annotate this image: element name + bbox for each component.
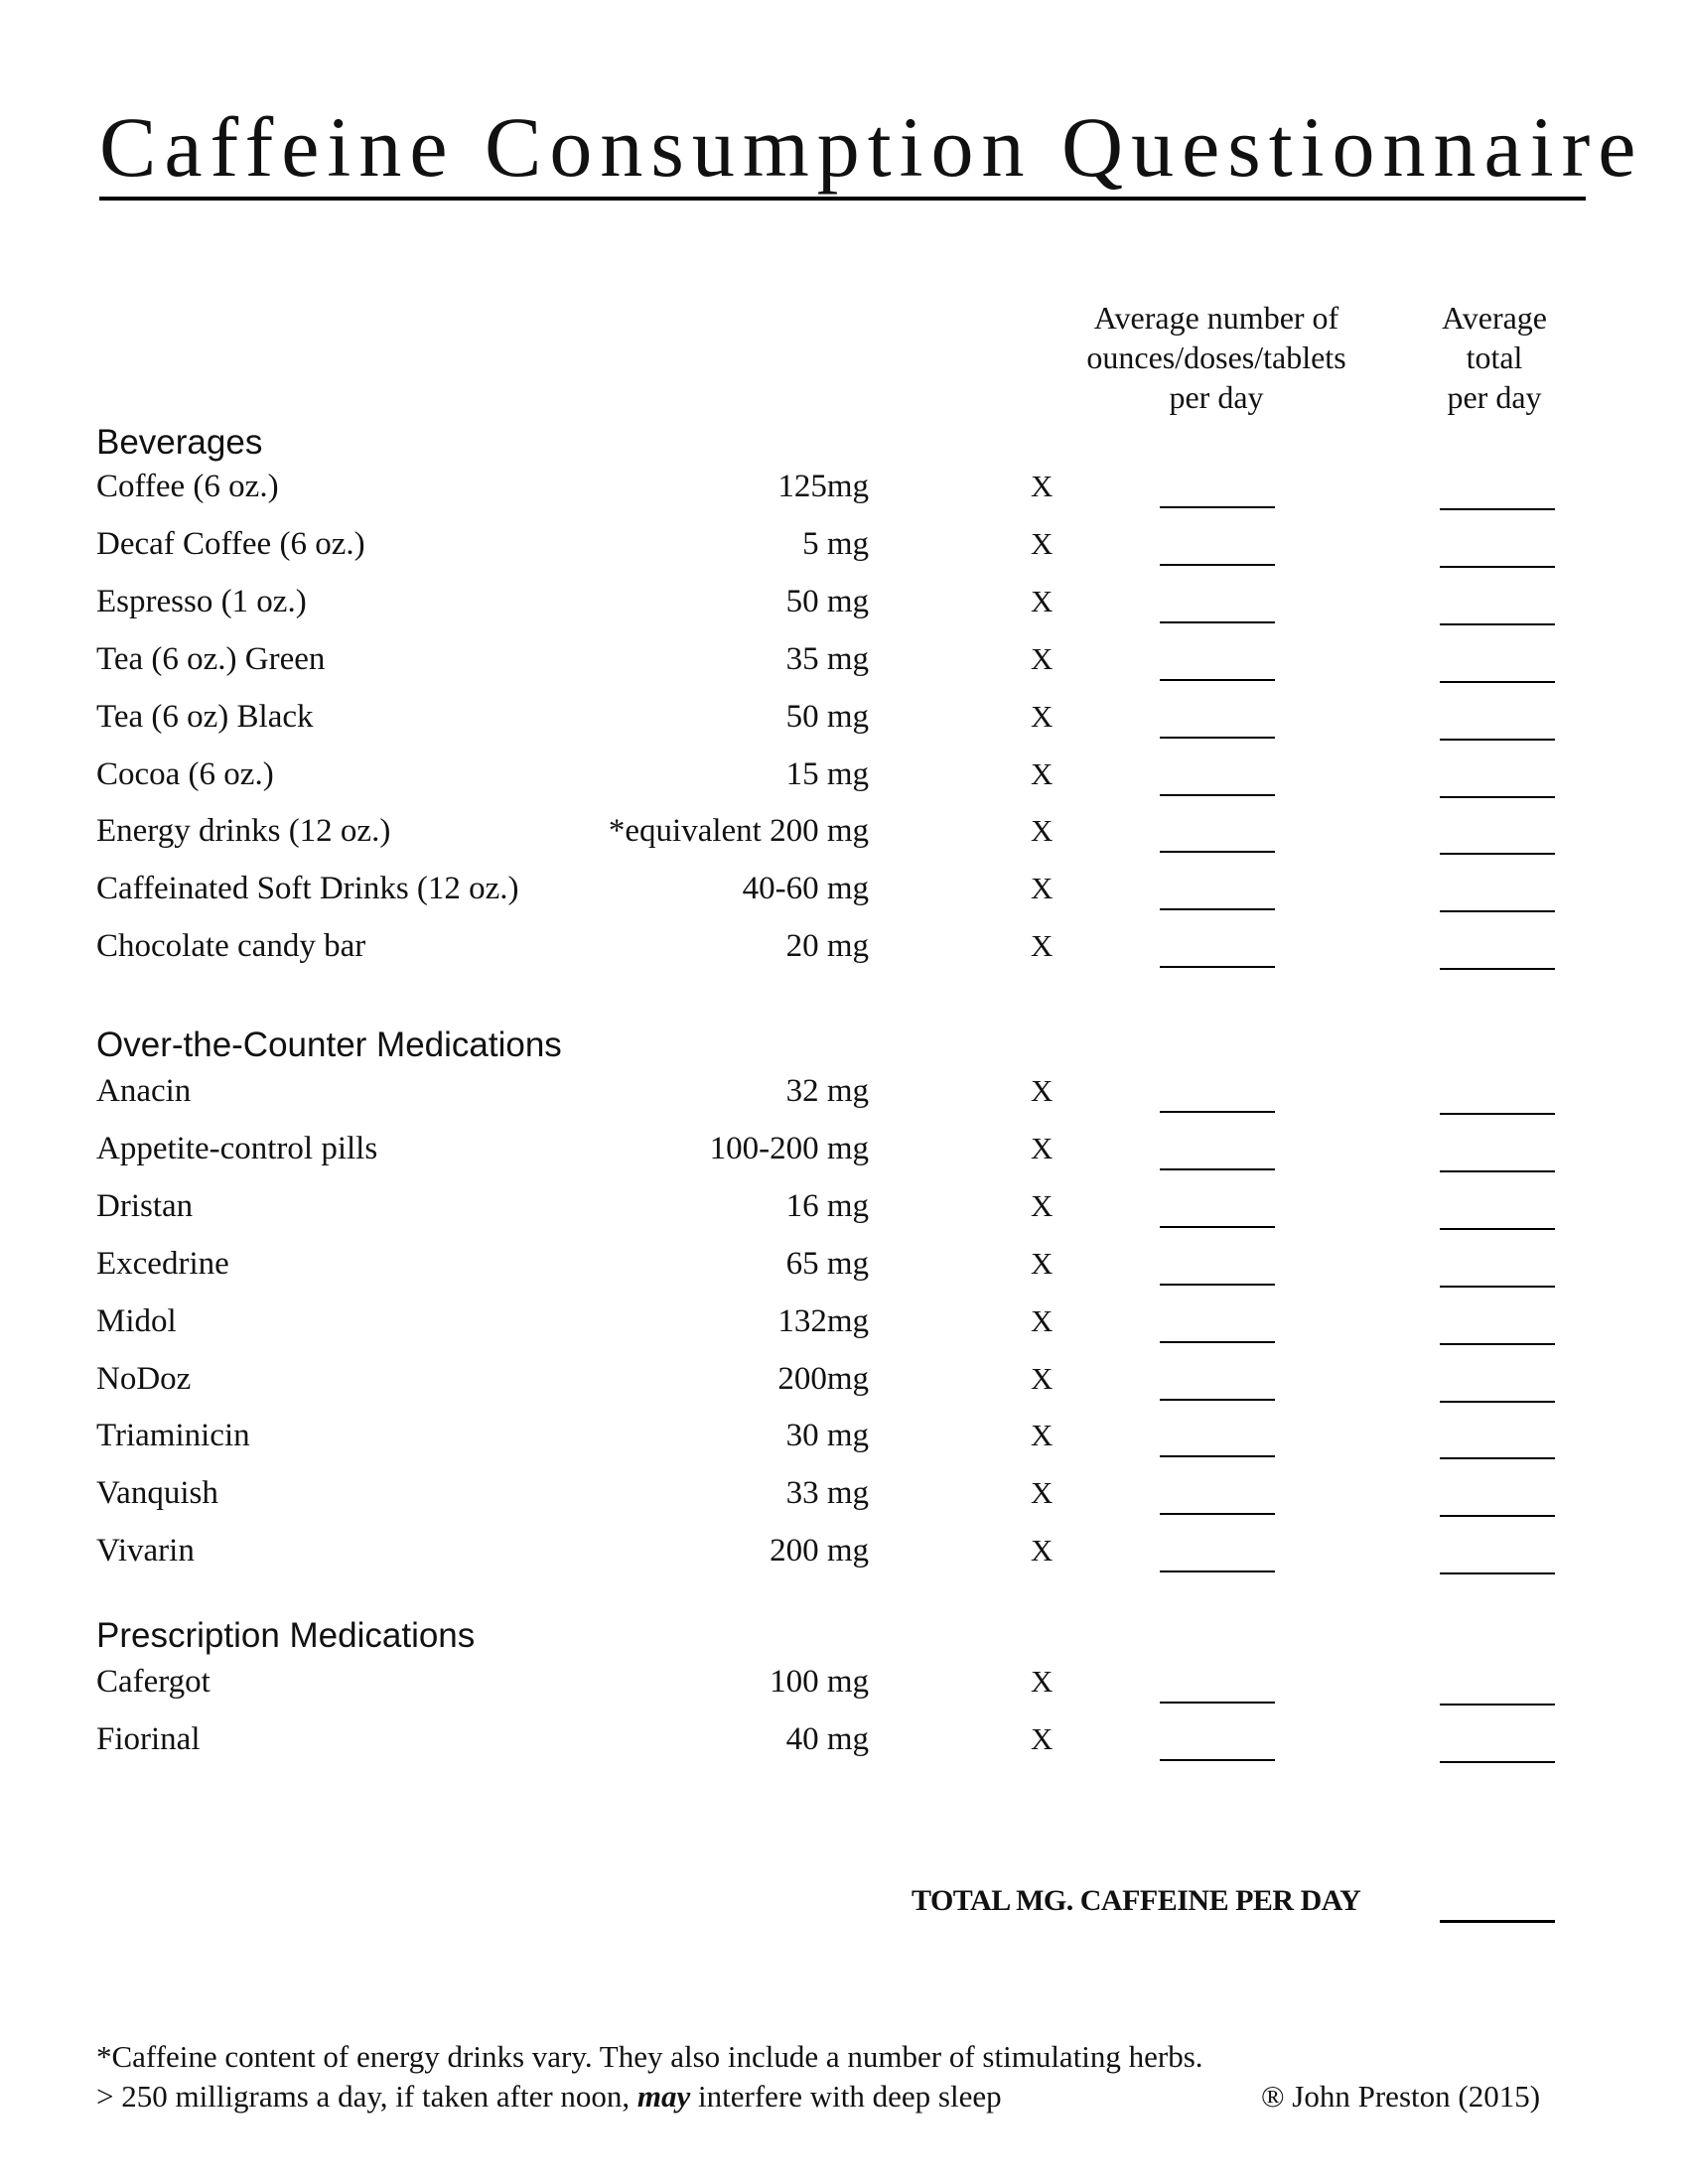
footnote-sleep-text-after: interfere with deep sleep — [690, 2079, 1002, 2114]
multiply-sign: X — [1031, 584, 1054, 618]
column-header-average-number — [1057, 298, 1375, 417]
multiply-sign: X — [1031, 1188, 1054, 1223]
average-total-blank[interactable] — [1440, 1170, 1555, 1172]
item-row — [0, 1300, 1688, 1346]
average-number-blank[interactable] — [1160, 506, 1275, 508]
column-header-line: ounces/doses/tablets — [1086, 340, 1346, 375]
caffeine-amount: 50 mg — [785, 699, 869, 735]
average-total-blank[interactable] — [1440, 1113, 1555, 1115]
multiply-sign: X — [1031, 699, 1054, 734]
average-number-blank[interactable] — [1160, 908, 1275, 910]
average-total-blank[interactable] — [1440, 739, 1555, 741]
item-row — [0, 1185, 1688, 1231]
average-total-blank[interactable] — [1440, 910, 1555, 912]
column-header-average-total — [1400, 298, 1589, 417]
item-row — [0, 1070, 1688, 1116]
multiply-sign: X — [1031, 1361, 1054, 1396]
caffeine-amount: 40-60 mg — [742, 871, 869, 906]
multiply-sign: X — [1031, 469, 1054, 503]
average-total-blank[interactable] — [1440, 1343, 1555, 1345]
footnote-energy-drinks: *Caffeine content of energy drinks vary. They also include a number of stimulating herbs. — [96, 2039, 1203, 2074]
caffeine-amount: *equivalent 200 mg — [608, 813, 869, 849]
item-row — [0, 1530, 1688, 1575]
item-name: Cocoa (6 oz.) — [96, 756, 274, 792]
item-name: Tea (6 oz) Black — [96, 699, 314, 735]
item-row — [0, 466, 1688, 511]
multiply-sign: X — [1031, 928, 1054, 963]
item-name: Energy drinks (12 oz.) — [96, 813, 391, 849]
average-total-blank[interactable] — [1440, 681, 1555, 683]
average-number-blank[interactable] — [1160, 621, 1275, 623]
average-total-blank[interactable] — [1440, 1457, 1555, 1459]
caffeine-amount: 5 mg — [802, 526, 869, 562]
caffeine-amount: 16 mg — [785, 1188, 869, 1224]
average-total-blank[interactable] — [1440, 796, 1555, 798]
caffeine-amount: 35 mg — [785, 641, 869, 677]
average-total-blank[interactable] — [1440, 853, 1555, 855]
average-total-blank[interactable] — [1440, 508, 1555, 510]
caffeine-amount: 40 mg — [785, 1721, 869, 1757]
page-title: Caffeine Consumption Questionnaire — [99, 99, 1644, 195]
average-total-blank[interactable] — [1440, 623, 1555, 625]
item-row — [0, 753, 1688, 799]
caffeine-amount: 33 mg — [785, 1475, 869, 1511]
average-number-blank[interactable] — [1160, 737, 1275, 739]
item-row — [0, 1718, 1688, 1764]
item-row — [0, 581, 1688, 626]
item-name: Fiorinal — [96, 1721, 201, 1757]
multiply-sign: X — [1031, 1533, 1054, 1568]
item-name: Midol — [96, 1303, 177, 1339]
item-row — [0, 810, 1688, 856]
average-total-blank[interactable] — [1440, 1228, 1555, 1230]
average-total-blank[interactable] — [1440, 1286, 1555, 1288]
multiply-sign: X — [1031, 1418, 1054, 1452]
average-total-blank[interactable] — [1440, 968, 1555, 970]
item-name: Excedrine — [96, 1246, 229, 1282]
caffeine-amount: 200 mg — [770, 1533, 869, 1569]
item-name: Dristan — [96, 1188, 194, 1224]
column-header-line: Average — [1442, 300, 1547, 336]
column-header-line: per day — [1447, 379, 1542, 415]
multiply-sign: X — [1031, 813, 1054, 848]
item-row — [0, 1661, 1688, 1706]
item-row — [0, 1243, 1688, 1289]
average-total-blank[interactable] — [1440, 1572, 1555, 1574]
multiply-sign: X — [1031, 756, 1054, 791]
average-number-blank[interactable] — [1160, 1759, 1275, 1761]
caffeine-amount: 50 mg — [785, 584, 869, 619]
average-number-blank[interactable] — [1160, 1168, 1275, 1170]
average-number-blank[interactable] — [1160, 1226, 1275, 1228]
caffeine-amount: 30 mg — [785, 1418, 869, 1453]
item-row — [0, 868, 1688, 913]
item-name: Coffee (6 oz.) — [96, 469, 279, 504]
item-row — [0, 1358, 1688, 1404]
multiply-sign: X — [1031, 526, 1054, 561]
item-name: Caffeinated Soft Drinks (12 oz.) — [96, 871, 519, 906]
total-caffeine-blank[interactable] — [1440, 1920, 1555, 1923]
column-header-line: per day — [1169, 379, 1264, 415]
section-heading: Prescription Medications — [96, 1616, 476, 1655]
item-name: Appetite-control pills — [96, 1131, 378, 1166]
average-total-blank[interactable] — [1440, 1401, 1555, 1403]
average-number-blank[interactable] — [1160, 1111, 1275, 1113]
item-name: Decaf Coffee (6 oz.) — [96, 526, 365, 562]
average-number-blank[interactable] — [1160, 679, 1275, 681]
item-row — [0, 925, 1688, 971]
average-total-blank[interactable] — [1440, 1515, 1555, 1517]
average-total-blank[interactable] — [1440, 566, 1555, 568]
caffeine-amount: 125mg — [777, 469, 869, 504]
multiply-sign: X — [1031, 1303, 1054, 1338]
caffeine-amount: 32 mg — [785, 1073, 869, 1109]
multiply-sign: X — [1031, 1664, 1054, 1699]
item-name: Tea (6 oz.) Green — [96, 641, 326, 677]
footnote-sleep-text-before: > 250 milligrams a day, if taken after noon, — [96, 2079, 637, 2114]
average-number-blank[interactable] — [1160, 966, 1275, 968]
footnote-sleep — [96, 2077, 1002, 2116]
average-number-blank[interactable] — [1160, 851, 1275, 853]
multiply-sign: X — [1031, 641, 1054, 676]
caffeine-amount: 100-200 mg — [709, 1131, 869, 1166]
caffeine-amount: 200mg — [777, 1361, 869, 1397]
copyright: ® John Preston (2015) — [1261, 2079, 1541, 2114]
multiply-sign: X — [1031, 1131, 1054, 1165]
caffeine-amount: 100 mg — [770, 1664, 869, 1700]
title-underline — [99, 197, 1586, 201]
average-number-blank[interactable] — [1160, 564, 1275, 566]
caffeine-amount: 15 mg — [785, 756, 869, 792]
average-number-blank[interactable] — [1160, 1284, 1275, 1286]
caffeine-amount: 65 mg — [785, 1246, 869, 1282]
item-name: Vanquish — [96, 1475, 218, 1511]
item-name: Triaminicin — [96, 1418, 250, 1453]
column-header-line: Average number of — [1093, 300, 1339, 336]
average-number-blank[interactable] — [1160, 1702, 1275, 1704]
average-total-blank[interactable] — [1440, 1704, 1555, 1706]
item-name: Chocolate candy bar — [96, 928, 366, 964]
caffeine-amount: 20 mg — [785, 928, 869, 964]
average-number-blank[interactable] — [1160, 1341, 1275, 1343]
average-total-blank[interactable] — [1440, 1761, 1555, 1763]
footnote-sleep-emphasis: may — [636, 2079, 691, 2114]
average-number-blank[interactable] — [1160, 1513, 1275, 1515]
average-number-blank[interactable] — [1160, 794, 1275, 796]
item-row — [0, 696, 1688, 742]
multiply-sign: X — [1031, 1475, 1054, 1510]
item-name: NoDoz — [96, 1361, 192, 1397]
item-name: Espresso (1 oz.) — [96, 584, 307, 619]
multiply-sign: X — [1031, 871, 1054, 905]
item-row — [0, 1415, 1688, 1460]
column-header-line: total — [1466, 340, 1523, 375]
item-row — [0, 1128, 1688, 1173]
average-number-blank[interactable] — [1160, 1399, 1275, 1401]
multiply-sign: X — [1031, 1073, 1054, 1108]
average-number-blank[interactable] — [1160, 1455, 1275, 1457]
item-row — [0, 1472, 1688, 1518]
multiply-sign: X — [1031, 1246, 1054, 1281]
section-heading: Over-the-Counter Medications — [96, 1025, 562, 1064]
item-name: Vivarin — [96, 1533, 195, 1569]
item-row — [0, 523, 1688, 569]
item-name: Cafergot — [96, 1664, 211, 1700]
section-heading: Beverages — [96, 423, 263, 462]
multiply-sign: X — [1031, 1721, 1054, 1756]
caffeine-amount: 132mg — [777, 1303, 869, 1339]
average-number-blank[interactable] — [1160, 1570, 1275, 1572]
total-caffeine-label: TOTAL MG. CAFFEINE PER DAY — [912, 1884, 1361, 1917]
item-row — [0, 638, 1688, 684]
item-name: Anacin — [96, 1073, 192, 1109]
